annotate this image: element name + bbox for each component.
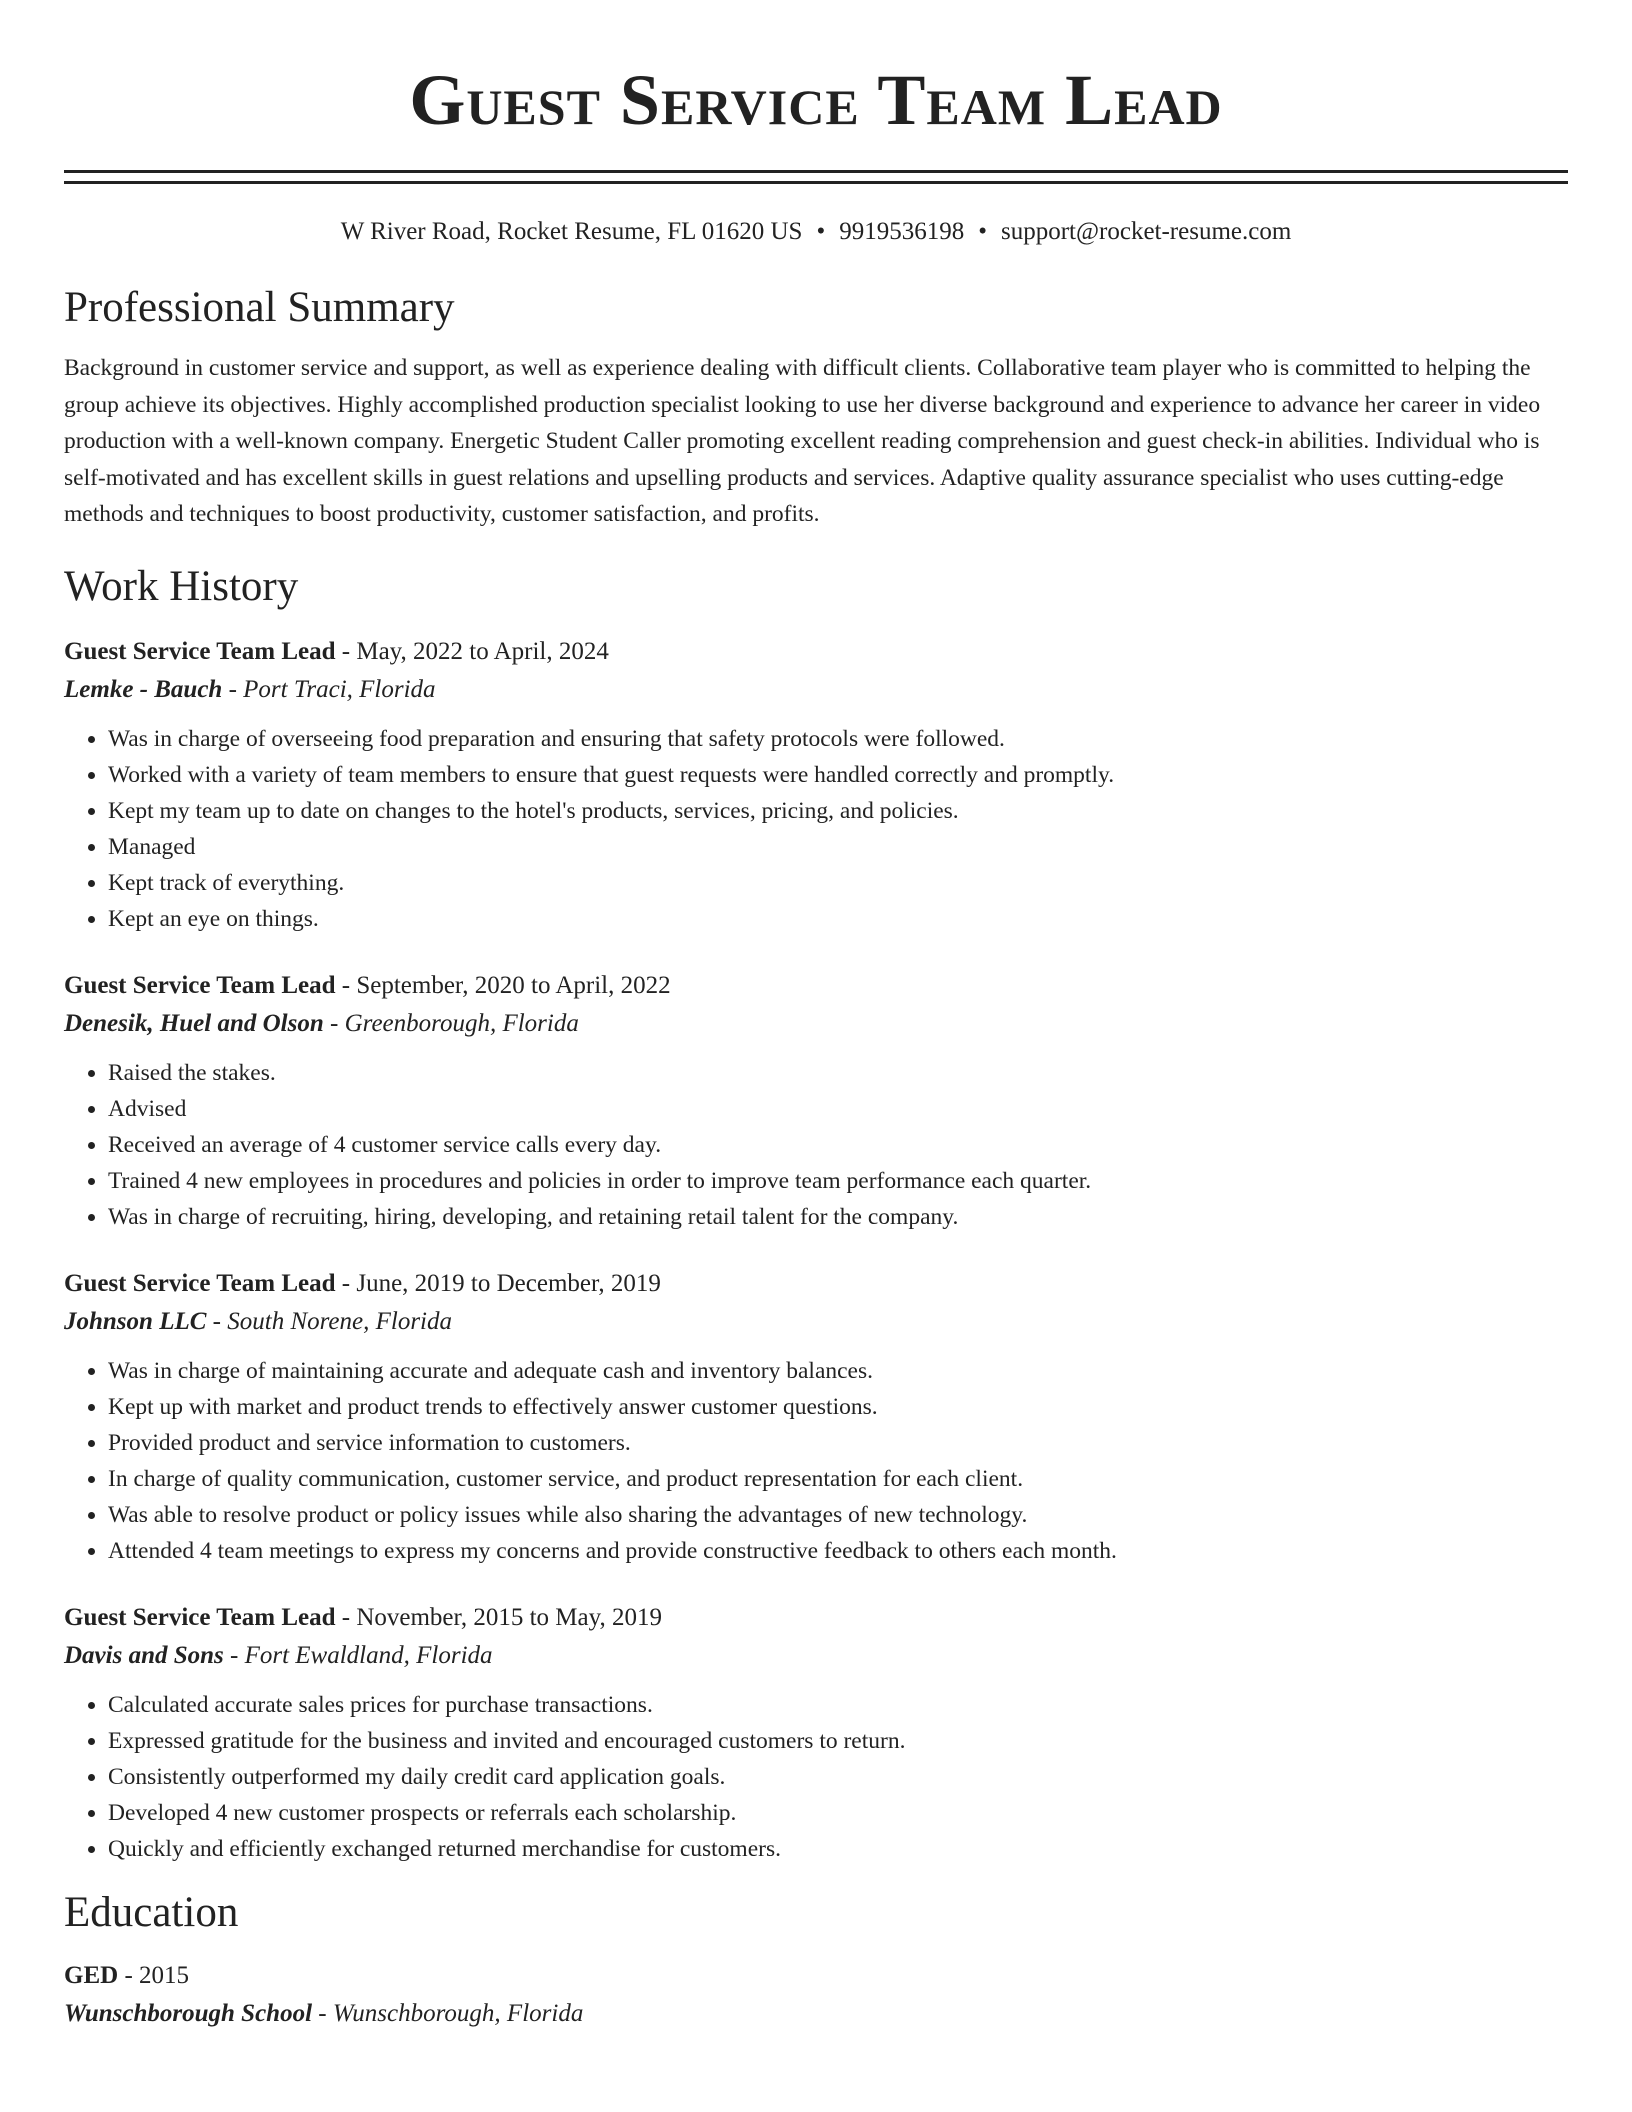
job-dates: - September, 2020 to April, 2022 <box>335 971 671 999</box>
job-entry <box>64 967 1568 1235</box>
job-employer <box>64 1005 1568 1043</box>
education-heading: Education <box>64 1888 239 1936</box>
education-year: - 2015 <box>118 1961 190 1989</box>
job-company: Davis and Sons <box>64 1641 224 1669</box>
job-bullet: • Was able to resolve product or policy issues while also sharing the advantages of new technology. <box>108 1497 1568 1533</box>
job-header <box>64 633 1568 671</box>
job-bullet: • Raised the stakes. <box>108 1055 1568 1091</box>
job-header <box>64 967 1568 1005</box>
job-entry <box>64 633 1568 937</box>
header-divider <box>64 170 1568 184</box>
job-bullet: • Managed <box>108 829 1568 865</box>
job-role: Guest Service Team Lead <box>64 971 336 999</box>
job-bullet: • Attended 4 team meetings to express my concerns and provide constructive feedback to others each month. <box>108 1533 1568 1569</box>
job-location: - Greenborough, Florida <box>323 1009 579 1037</box>
job-bullet: • Kept up with market and product trends to effectively answer customer questions. <box>108 1389 1568 1425</box>
job-entry <box>64 1265 1568 1569</box>
contact-address: W River Road, Rocket Resume, FL 01620 US <box>340 218 803 245</box>
job-employer <box>64 671 1568 709</box>
summary-paragraph: Background in customer service and support, as well as experience dealing with difficult clients. Collaborative team player who is committed to helping the group achieve its objectives. Highly accomplished production specialist looking to use her diverse background and experience to advance her career in video production with a well-known company. Energetic Student Caller promoting excellent reading comprehension and guest check-in abilities. Individual who is self-motivated and has excellent skills in guest relations and upselling products and services. Adaptive quality assurance specialist who uses cutting-edge methods and techniques to boost productivity, customer satisfaction, and profits. <box>64 355 1541 527</box>
job-bullet: • Kept my team up to date on changes to the hotel's products, services, pricing, and policies. <box>108 793 1568 829</box>
job-bullet: • Developed 4 new customer prospects or referrals each scholarship. <box>108 1795 1568 1831</box>
education-location: - Wunschborough, Florida <box>312 1999 584 2027</box>
education-entry <box>64 1957 1568 2033</box>
job-bullets <box>64 1055 1568 1235</box>
job-bullet: • Trained 4 new employees in procedures and policies in order to improve team performance each quarter. <box>108 1163 1568 1199</box>
work-history-heading: Work History <box>64 562 299 610</box>
contact-separator: • <box>978 218 987 245</box>
job-bullets <box>64 1353 1568 1569</box>
job-role: Guest Service Team Lead <box>64 637 336 665</box>
job-employer <box>64 1303 1568 1341</box>
job-entry <box>64 1599 1568 1867</box>
job-bullet: • Expressed gratitude for the business and invited and encouraged customers to return. <box>108 1723 1568 1759</box>
job-company: Lemke - Bauch <box>64 675 223 703</box>
job-role: Guest Service Team Lead <box>64 1603 336 1631</box>
contact-separator: • <box>816 218 826 245</box>
job-bullet: • Received an average of 4 customer service calls every day. <box>108 1127 1568 1163</box>
job-bullet: • Advised <box>108 1091 1568 1127</box>
contact-phone: 9919536198 <box>839 218 965 245</box>
job-bullet: • Was in charge of overseeing food preparation and ensuring that safety protocols were followed. <box>108 721 1568 757</box>
job-bullet: • Kept track of everything. <box>108 865 1568 901</box>
job-bullet: • Consistently outperformed my daily credit card application goals. <box>108 1759 1568 1795</box>
education-school-line <box>64 1995 1568 2033</box>
contact-email: support@rocket-resume.com <box>1001 218 1292 245</box>
job-bullets <box>64 1687 1568 1867</box>
job-bullet: • Worked with a variety of team members to ensure that guest requests were handled correctly and promptly. <box>108 757 1568 793</box>
job-header <box>64 1265 1568 1303</box>
job-dates: - June, 2019 to December, 2019 <box>335 1269 661 1297</box>
job-bullet: • Quickly and efficiently exchanged returned merchandise for customers. <box>108 1831 1568 1867</box>
job-location: - Port Traci, Florida <box>222 675 436 703</box>
contact-line <box>64 214 1568 250</box>
job-header <box>64 1599 1568 1637</box>
job-bullet: • Was in charge of recruiting, hiring, developing, and retaining retail talent for the company. <box>108 1199 1568 1235</box>
education-degree: GED <box>64 1961 119 1989</box>
job-role: Guest Service Team Lead <box>64 1269 336 1297</box>
job-bullets <box>64 721 1568 937</box>
job-bullet: • In charge of quality communication, customer service, and product representation for each client. <box>108 1461 1568 1497</box>
job-dates: - November, 2015 to May, 2019 <box>335 1603 663 1631</box>
job-bullet: • Kept an eye on things. <box>108 901 1568 937</box>
job-company: Denesik, Huel and Olson <box>64 1009 324 1037</box>
education-header <box>64 1957 1568 1995</box>
summary-heading: Professional Summary <box>64 284 455 331</box>
job-bullet: • Was in charge of maintaining accurate and adequate cash and inventory balances. <box>108 1353 1568 1389</box>
job-bullet: • Provided product and service information to customers. <box>108 1425 1568 1461</box>
job-employer <box>64 1637 1568 1675</box>
job-dates: - May, 2022 to April, 2024 <box>335 637 609 665</box>
job-location: - South Norene, Florida <box>206 1307 453 1335</box>
candidate-name: Guest Service Team Lead <box>409 60 1223 140</box>
job-bullet: • Calculated accurate sales prices for purchase transactions. <box>108 1687 1568 1723</box>
job-location: - Fort Ewaldland, Florida <box>223 1641 493 1669</box>
education-school: Wunschborough School <box>64 1999 313 2027</box>
job-company: Johnson LLC <box>64 1307 207 1335</box>
